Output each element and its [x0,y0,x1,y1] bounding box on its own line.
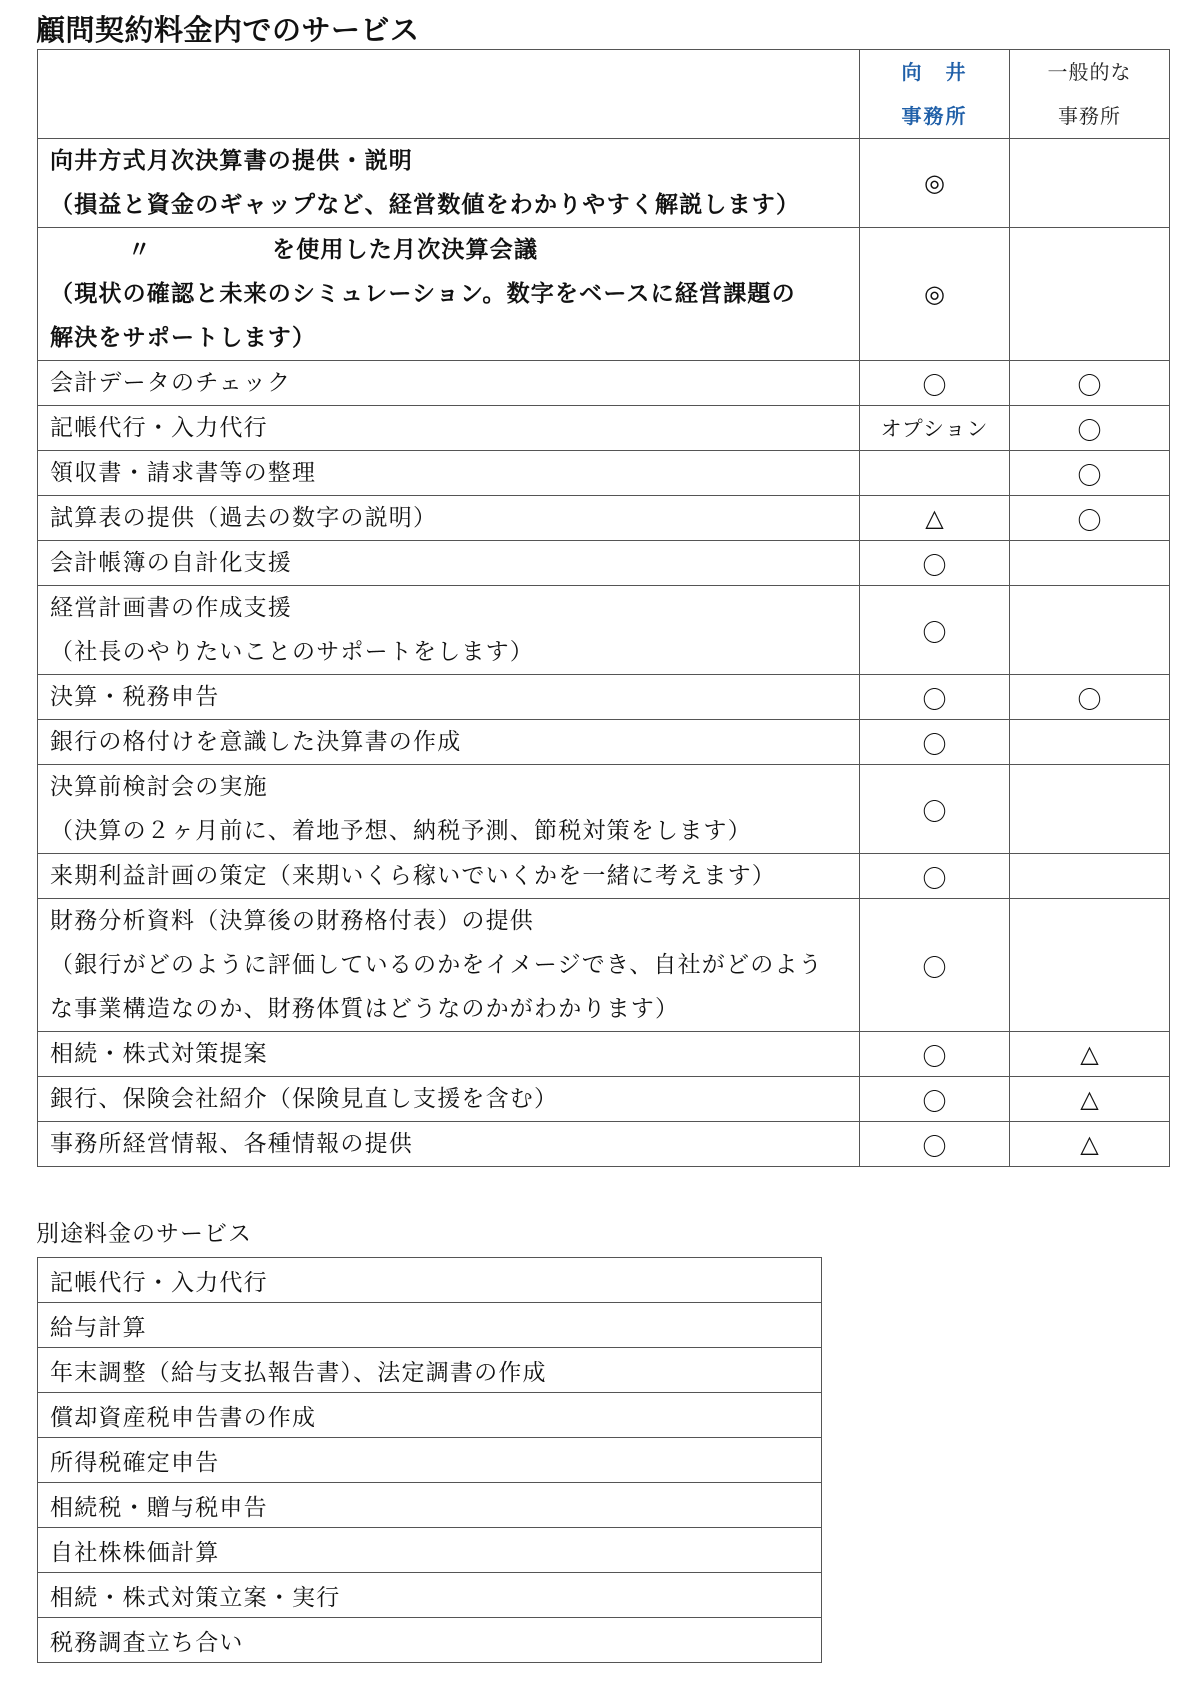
mukai-mark: 〇 [860,1032,1010,1077]
mukai-mark: 〇 [860,675,1010,720]
service-line: （決算の２ヶ月前に、着地予想、納税予測、節税対策をします） [50,818,752,844]
header-general-line1: 一般的な [1047,60,1132,84]
service-cell: 記帳代行・入力代行 [38,406,860,451]
general-mark [1010,586,1170,675]
general-mark: △ [1010,1032,1170,1077]
general-mark [1010,541,1170,586]
header-general-office [1010,50,1170,139]
service-cell: 事務所経営情報、各種情報の提供 [38,1122,860,1167]
general-mark [1010,720,1170,765]
table-row [38,1122,1170,1167]
table-row [38,899,1170,1032]
mukai-mark: 〇 [860,586,1010,675]
mukai-mark: 〇 [860,720,1010,765]
table-row [38,361,1170,406]
service-cell: 銀行、保険会社紹介（保険見直し支援を含む） [38,1077,860,1122]
service-line-text: を使用した月次決算会議 [272,237,539,263]
service-cell [38,139,860,228]
service-cell [38,228,860,361]
extra-services-table [37,1257,822,1663]
table-row [38,720,1170,765]
table-row [38,139,1170,228]
table-row [38,228,1170,361]
service-cell [38,586,860,675]
mukai-mark: 〇 [860,854,1010,899]
mukai-mark: △ [860,496,1010,541]
table-row [38,496,1170,541]
service-line: （銀行がどのように評価しているのかをイメージでき、自社がどのよう [50,952,823,978]
general-mark: 〇 [1010,406,1170,451]
header-general-line2: 事務所 [1058,104,1121,128]
mukai-mark: 〇 [860,541,1010,586]
service-cell [38,765,860,854]
service-cell: 決算・税務申告 [38,675,860,720]
table-row [38,1393,822,1438]
mukai-mark: 〇 [860,361,1010,406]
extra-services-title: 別途料金のサービス [36,1221,252,1247]
extra-service-item: 所得税確定申告 [38,1438,822,1483]
general-mark: 〇 [1010,361,1170,406]
extra-service-item: 記帳代行・入力代行 [38,1258,822,1303]
header-blank-cell [38,50,860,139]
table-row [38,765,1170,854]
service-line: 財務分析資料（決算後の財務格付表）の提供 [50,908,534,934]
service-line: 経営計画書の作成支援 [50,595,292,621]
extra-service-item: 相続・株式対策立案・実行 [38,1573,822,1618]
included-services-table [37,49,1170,1167]
extra-service-item: 税務調査立ち合い [38,1618,822,1663]
general-mark [1010,139,1170,228]
general-mark [1010,765,1170,854]
table-row [38,1032,1170,1077]
mukai-mark: ◎ [860,228,1010,361]
table-row [38,1483,822,1528]
service-line: な事業構造なのか、財務体質はどうなのかがわかります） [50,996,680,1022]
service-line: 解決をサポートします） [50,325,317,351]
table-header-row [38,50,1170,139]
extra-service-item: 年末調整（給与支払報告書）、法定調書の作成 [38,1348,822,1393]
table-row [38,675,1170,720]
service-line: （損益と資金のギャップなど、経営数値をわかりやすく解説します） [50,192,801,218]
service-line [50,228,847,272]
page-title: 顧問契約料金内でのサービス [36,13,420,47]
mukai-mark [860,451,1010,496]
service-line: 向井方式月次決算書の提供・説明 [50,148,413,174]
service-line: 決算前検討会の実施 [50,774,268,800]
general-mark [1010,854,1170,899]
table-row [38,854,1170,899]
general-mark [1010,228,1170,361]
table-row [38,1258,822,1303]
general-mark: 〇 [1010,496,1170,541]
service-line: （現状の確認と未来のシミュレーション。数字をベースに経営課題の [50,281,796,307]
extra-service-item: 償却資産税申告書の作成 [38,1393,822,1438]
service-cell [38,899,860,1032]
table-row [38,1077,1170,1122]
general-mark [1010,899,1170,1032]
general-mark: 〇 [1010,675,1170,720]
service-cell: 領収書・請求書等の整理 [38,451,860,496]
general-mark: 〇 [1010,451,1170,496]
service-cell: 会計データのチェック [38,361,860,406]
table-row [38,451,1170,496]
extra-service-item: 相続税・贈与税申告 [38,1483,822,1528]
header-mukai-line1: 向 井 [901,60,968,84]
table-row [38,586,1170,675]
table-row [38,406,1170,451]
extra-service-item: 自社株株価計算 [38,1528,822,1573]
general-mark: △ [1010,1077,1170,1122]
table-row [38,1348,822,1393]
ditto-mark: 〃 [127,237,152,263]
extra-service-item: 給与計算 [38,1303,822,1348]
table-row [38,541,1170,586]
table-row [38,1573,822,1618]
table-row [38,1438,822,1483]
mukai-mark: 〇 [860,1122,1010,1167]
service-cell: 相続・株式対策提案 [38,1032,860,1077]
table-row [38,1618,822,1663]
table-row [38,1528,822,1573]
service-line: （社長のやりたいことのサポートをします） [50,639,534,665]
header-mukai-line2: 事務所 [901,104,968,128]
mukai-mark: ◎ [860,139,1010,228]
mukai-mark: オプション [860,406,1010,451]
mukai-mark: 〇 [860,1077,1010,1122]
header-mukai-office [860,50,1010,139]
service-cell: 試算表の提供（過去の数字の説明） [38,496,860,541]
service-cell: 会計帳簿の自計化支援 [38,541,860,586]
mukai-mark: 〇 [860,765,1010,854]
mukai-mark: 〇 [860,899,1010,1032]
general-mark: △ [1010,1122,1170,1167]
service-cell: 銀行の格付けを意識した決算書の作成 [38,720,860,765]
service-cell: 来期利益計画の策定（来期いくら稼いでいくかを一緒に考えます） [38,854,860,899]
table-row [38,1303,822,1348]
